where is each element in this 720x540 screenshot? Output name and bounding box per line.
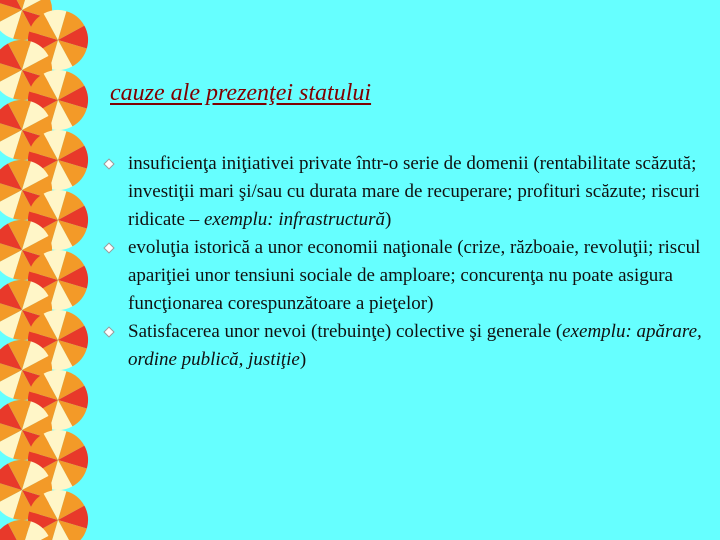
decorative-pinwheel-border [0, 0, 100, 540]
diamond-bullet-icon [105, 328, 113, 336]
bullet-list [104, 150, 704, 374]
bullet-text: insuficienţa iniţiativei private într-o serie de domenii (rentabilitate scăzută; investiţii mari şi/sau cu durata mare de recuperare; profituri scăzute; riscuri ridicate – [128, 153, 700, 230]
bullet-item-2 [104, 234, 704, 318]
bullet-italic-text: exemplu: infrastructură [203, 209, 385, 230]
bullet-italic-text: exemplu: apărare, ordine publică, justiţie [128, 321, 702, 370]
diamond-bullet-icon [105, 244, 113, 252]
slide-title: cauze ale prezenţei statului [110, 80, 372, 106]
bullet-item-3 [104, 318, 704, 374]
diamond-bullet-icon [105, 160, 113, 168]
bullet-text: evoluţia istorică a unor economii naţionale (crize, războaie, revoluţii; riscul apariţiei unor tensiuni sociale de amploare; concurenţa nu poate asigura funcţionarea corespunzătoare a pieţelor) [128, 237, 701, 314]
bullet-text-end: ) [384, 209, 392, 230]
bullet-item-1 [104, 150, 704, 234]
bullet-text: Satisfacerea unor nevoi (trebuinţe) colective şi generale ( [128, 321, 563, 342]
bullet-text-end: ) [299, 349, 307, 370]
